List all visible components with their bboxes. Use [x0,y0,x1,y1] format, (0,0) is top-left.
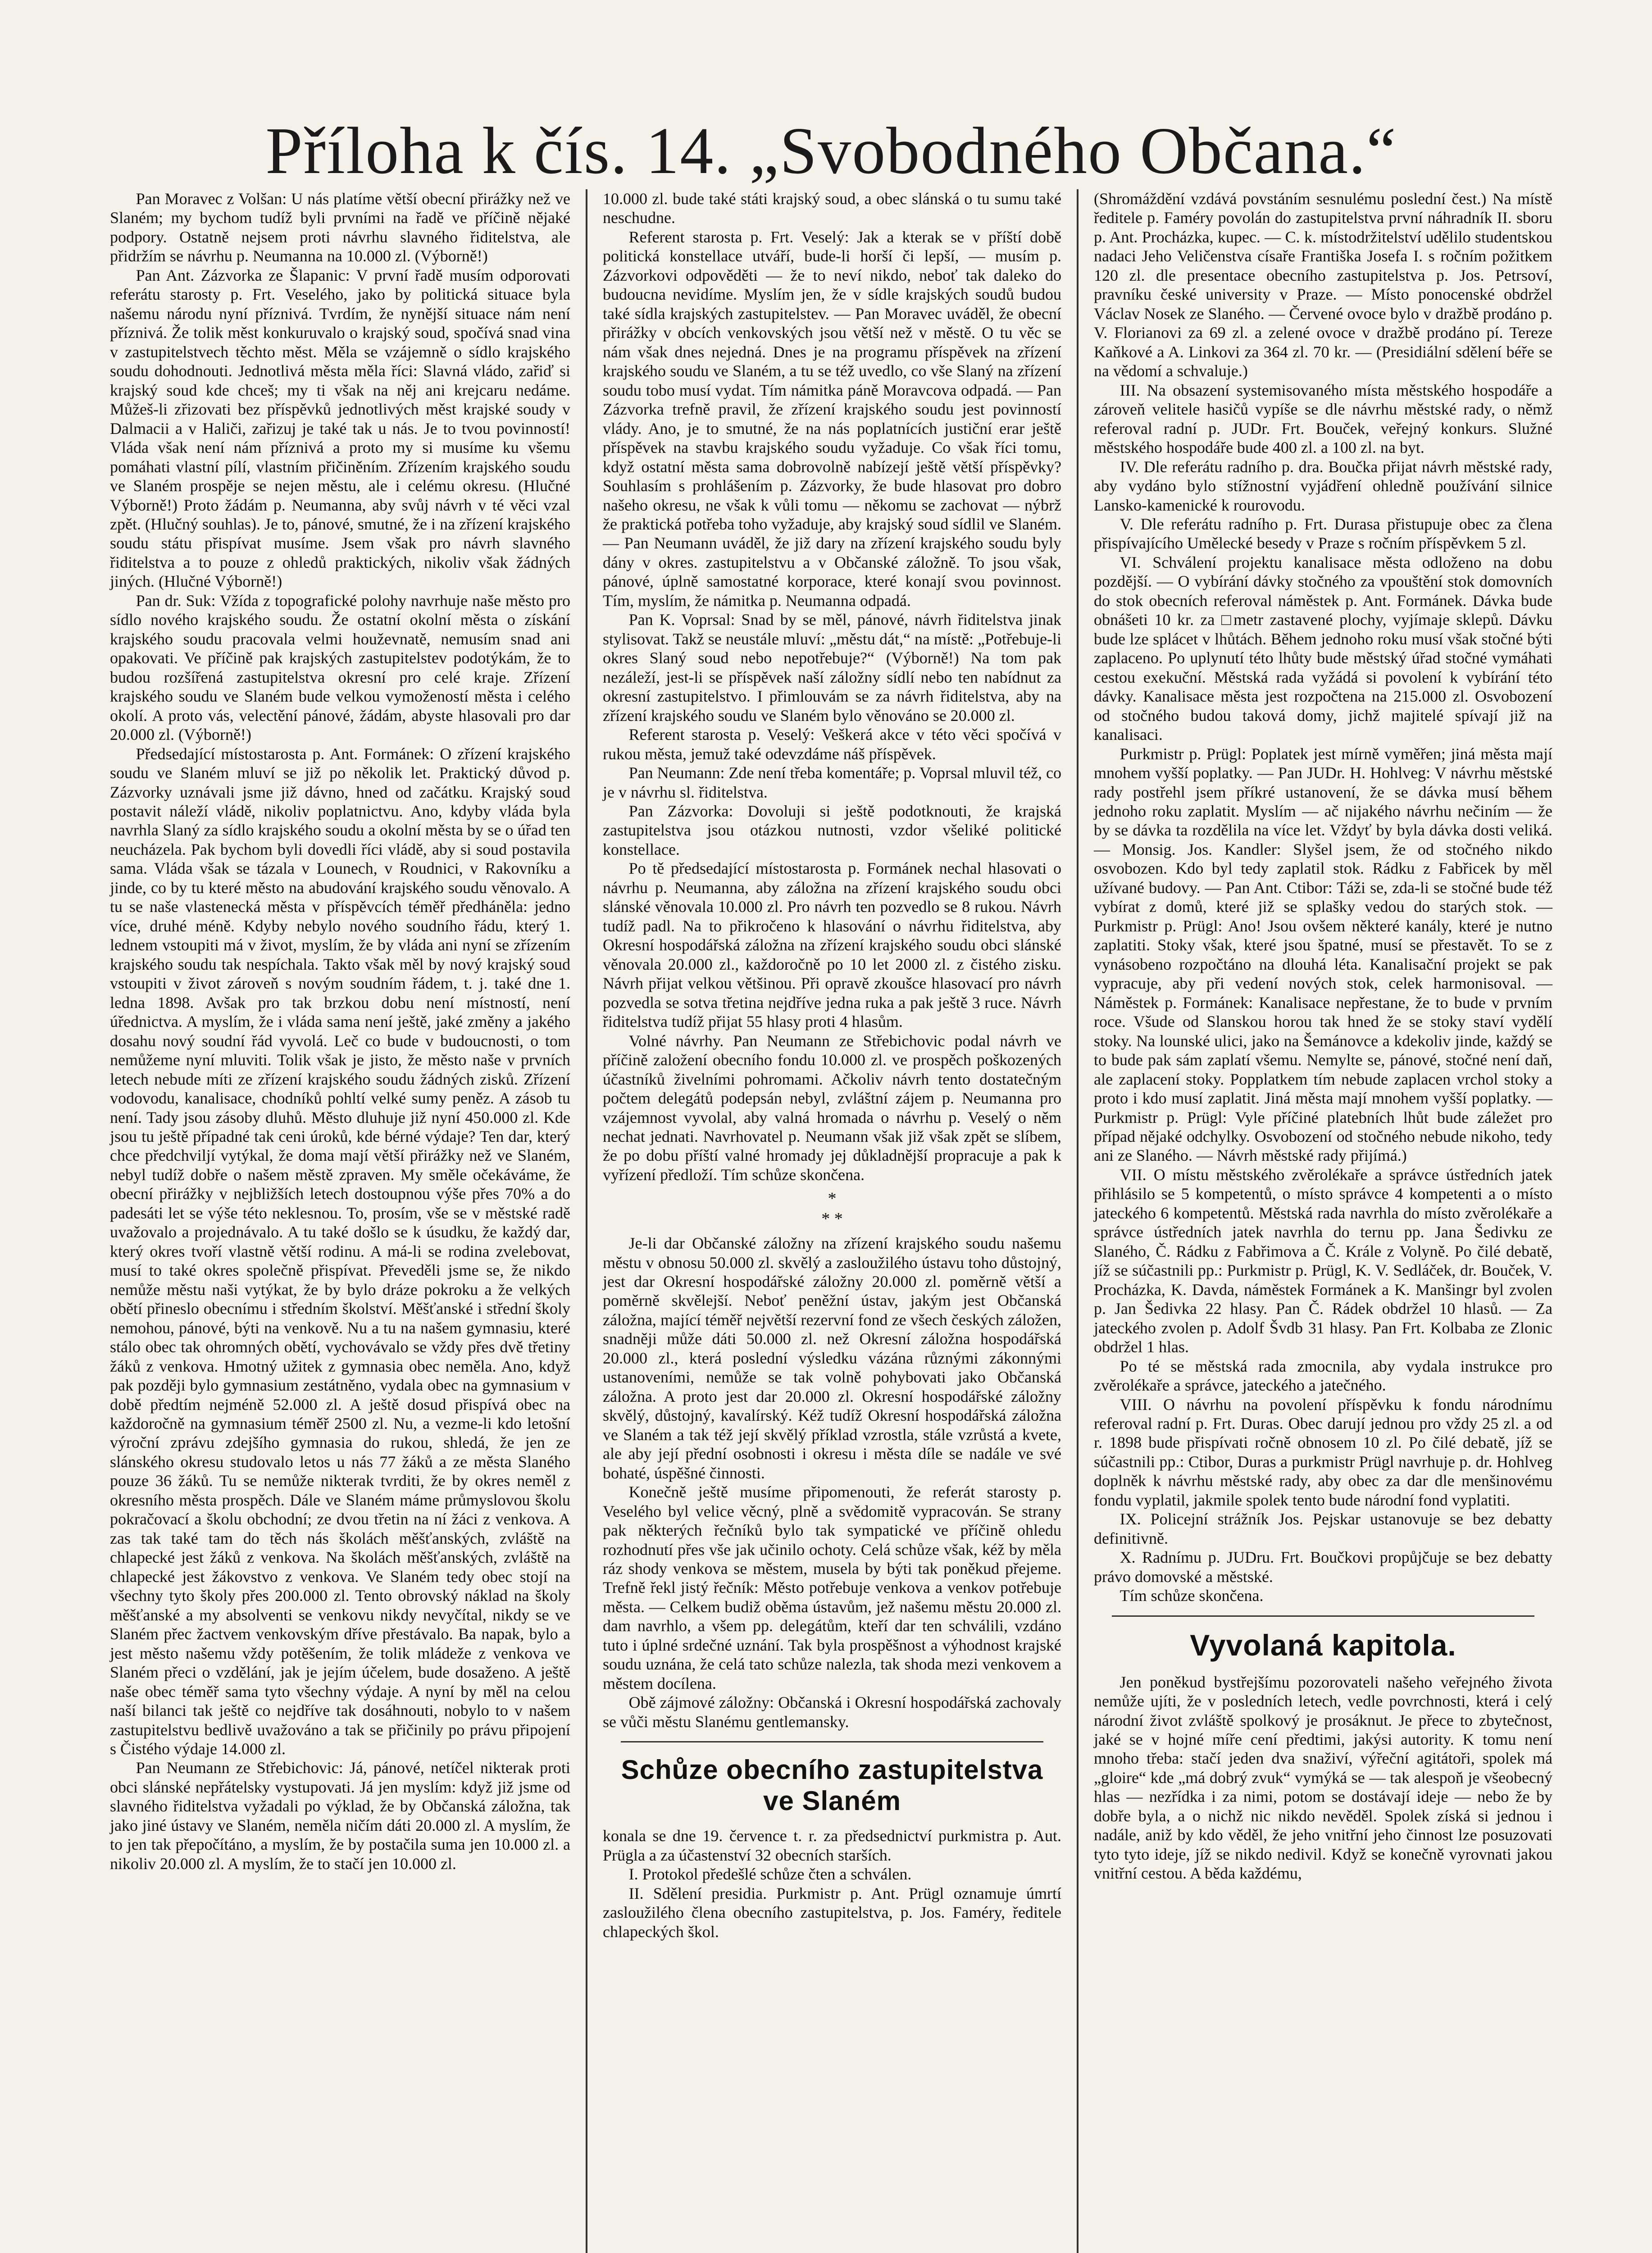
paragraph: X. Radnímu p. JUDru. Frt. Boučkovi propůjčuje se bez debatty právo domovské a městské. [1094,1548,1552,1586]
paragraph: IV. Dle referátu radního p. dra. Boučka přijat návrh městské rady, aby vydáno bylo stížnostní vyjádření ohledně používání silnice Lansko-kamenické k rourovodu. [1094,457,1552,514]
paragraph: Volné návrhy. Pan Neumann ze Střebichovic podal návrh ve příčině založení obecního fondu 10.000 zl. ve prospěch poškozených účastníků živelními pohromami. Ačkoliv návrh tento dostatečným počtem delegátů podepsán nebyl, zvláštní zájem p. Neumanna pro vzájemnost vyvolal, aby valná hromada o návrhu p. Veselý o něm nechat jednati. Navrhovatel p. Neumann však již však zpět se slíbem, že po dobu příští valné hromady jej důkladnější propracuje a pak k vyřízení předloží. Tím schůze skončena. [603,1031,1061,1184]
column-1 [95,189,586,2253]
divider [621,1741,1043,1742]
paragraph: Pan Ant. Zázvorka ze Šlapanic: V první řadě musím odporovati referátu starosty p. Frt. Veselého, jako by politická situace byla našemu národu nyní příznivá. Tvrdím, že nynější situace nám není příznivá. Že tolik měst konkuruvalo o krajský soud, spočívá snad vina v zastupitelstvech těchto měst. Měla se vzájemně o sídlo krajského soudu dohodnouti. Jednotlivá města měla říci: Slavná vládo, zařiď si krajský soud kde chceš; my ti však na něj ani krejcaru nedáme. Můžeš-li zřizovati bez příspěvků jednotlivých měst krajské soudy v Dalmacii a v Haliči, zařizuj je také tak u nás. Je to tvou povinností! Vláda však není nám příznivá a proto my si musíme ku všemu pomáhati vlastní pílí, vlastním přičiněním. Zřízením krajského soudu ve Slaném prospěje se nejen městu, ale i celému okresu. (Hlučné Výborně!) Proto žádám p. Neumanna, aby svůj návrh v té věci vzal zpět. (Hlučný souhlas). Je to, pánové, smutné, že i na zřízení krajského soudu státu přispívat musíme. Jsem však pro návrh slavného řiditelstva a to pouze z ohledů praktických, nikoliv však žádných jiných. (Hlučné Výborně!) [110,266,570,591]
paragraph: Pan Neumann ze Střebichovic: Já, pánové, netíčel nikterak proti obci slánské nepřátelsky vystupovati. Já jen myslím: když již jsme od slavného řiditelstva vyžadali po výklad, že by Občanská záložna, tak jako jiné ústavy ve Slaném, neměla ničím dáti 20.000 zl. A myslím, že to jen tak přepočítáno, a myslím, že by postačila suma jen 10.000 zl. a nikoliv 20.000 zl. A myslím, že to stačí jen 10.000 zl. [110,1759,570,1873]
column-3 [1077,189,1568,2253]
paragraph: V. Dle referátu radního p. Frt. Durasa přistupuje obec za člena přispívajícího Umělecké besedy v Praze s ročním příspěvkem 5 zl. [1094,515,1552,552]
section-paragraph: Jen poněkud bystřejšímu pozorovateli našeho veřejného života nemůže ujíti, že v posledních letech, vedle povrchnosti, která i celý národní život zvláště spolkový je prosáknut. Je přece to zbytečnost, jaké se v hojné míře cení předtimi, jakýsi autority. K tomu není mnoho třeba: stačí jeden dva snaživí, výřeční agitátoři, spolek má „gloire“ kde „má dobrý zvuk“ vymýká se — tak alespoň je všeobecný hlas — nezřídka i za nimi, potom se dostávají ideje — nebo že by dobře byla, a o nichž nic nikdo nevěděl. Spolek získá si jednou i nadále, aniž by kdo věděl, že jeho vnitřní jeho činnost lze posuzovati tyto tyto ideje, jíž se nikdo nedivil. Když se konečně vyrovnati jakou vnitřní cestou. A běda každému, [1094,1673,1552,1883]
paragraph: IX. Policejní strážník Jos. Pejskar ustanovuje se bez debatty definitivně. [1094,1510,1552,1547]
page-title: Příloha k čís. 14. „Svobodného Občana.“ [265,114,1397,188]
paragraph: 10.000 zl. bude také státi krajský soud, a obec slánská o tu sumu také neschudne. [603,190,1061,227]
paragraph: Pan dr. Suk: Vžída z topografické polohy navrhuje naše město pro sídlo nového krajského soudu. Že ostatní okolní města o získání krajského soudu pracovala velmi houževnatě, nemusím snad ani opakovati. Ve příčině pak krajských zastupitelstev podotýkám, že to budou rozšířená zastupitelstva okresní pro celé kraje. Zřízení krajského soudu ve Slaném bude velkou vymožeností města i celého okolí. A proto vás, velectění pánové, žádám, abyste hlasovali pro dar 20.000 zl. (Výborně!) [110,591,570,744]
paragraph: Pan Zázvorka: Dovoluji si ještě podotknouti, že krajská zastupitelstva jsou otázkou nutnosti, vzdor všeliké politické konstellace. [603,802,1061,858]
section-heading: Vyvolaná kapitola. [1190,1628,1456,1662]
paragraph: Referent starosta p. Veselý: Veškerá akce v této věci spočívá v rukou města, jemuž také odevzdáme náš příspěvek. [603,725,1061,763]
paragraph: Pan Neumann: Zde není třeba komentáře; p. Voprsal mluvil též, co je v návrhu sl. řiditelstva. [603,764,1062,801]
paragraph: Pan K. Voprsal: Snad by se měl, pánové, návrh řiditelstva jinak stylisovat. Takž se neustále mluví: „městu dát,“ na místě: „Potřebuje-li okres Slaný soud nebo nepotřebuje?“ (Výborně!) Na tom pak nezáleží, jest-li se příspěvek naší záložny sídlí nebo ten nabídnut za okresní zastupitelstvo. I přimlouvám se za návrh řiditelstva, aby na zřízení krajského soudu ve Slaném bylo věnováno se 20.000 zl. [603,611,1061,725]
paragraph: Pan Moravec z Volšan: U nás platíme větší obecní přirážky než ve Slaném; my bychom tudíž byli prvními na řadě ve příčině nějaké podpory. Ostatně nejsem proti návrhu slavného řiditelstva, ale přidržím se návrhu p. Neumanna na 10.000 zl. (Výborně!) [110,190,570,265]
text-columns [95,189,1568,2253]
paragraph: Po té se městská rada zmocnila, aby vydala instrukce pro zvěrolékaře a správce, jateckého a jatečného. [1094,1357,1552,1395]
section-heading-line1: Schůze obecního zastupitelstva [621,1755,1043,1785]
section-item: II. Sdělení presidia. Purkmistr p. Ant. Prügl oznamuje úmrtí zasloužilého člena obecního zastupitelstva, p. Jos. Faméry, ředitele chlapeckých škol. [603,1884,1061,1941]
paragraph: VIII. O návrhu na povolení příspěvku k fondu národnímu referoval radní p. Frt. Duras. Obec darují jednou pro vždy 25 zl. a od r. 1898 bude přispívati ročně obnosem 10 zl. Po čilé debatě, jíž se súčastnili pp.: Ctibor, Duras a purkmistr Prügl navrhuje p. dr. Hohlveg doplněk k návrhu městské rady, aby obec za dar dle menšinovému fondu vyplatil, jakmile spolek tento bude národní fond vyplatiti. [1094,1395,1552,1509]
paragraph: Obě zájmové záložny: Občanská i Okresní hospodářská zachovaly se vůči městu Slanému gentlemansky. [603,1693,1061,1731]
section-item: I. Protokol předešlé schůze čten a schválen. [628,1865,912,1884]
paragraph: Tím schůze skončena. [1120,1587,1264,1605]
column-2 [586,189,1077,2253]
paragraph: Konečně ještě musíme připomenouti, že referát starosty p. Veselého byl velice věcný, plně a svědomitě vypracován. Se strany pak některých řečníků bylo tak sympatické ve příčině ohledu rozhodnutí přes vše jak učinilo ochoty. Celá schůze však, kéž by měla ráz shody venkova se městem, musela by býti tak poněkud přejeme. Trefně řekl jistý řečník: Město potřebuje venkova a venkov potřebuje města. — Celkem budiž oběma ústavům, jež našemu městu 20.000 zl. dam navrhlo, a všem pp. delegátům, kteří dar ten schválili, vzdáno tuto i úplné srdečné uznání. Tak byla prospěšnost a výhodnost krajské soudu uznána, že celá tato schůze nalezla, tak shoda mezi venkovem a městem docílena. [603,1483,1061,1692]
paragraph: Je-li dar Občanské záložny na zřízení krajského soudu našemu městu v obnosu 50.000 zl. skvělý a zasloužilého ústavu toho důstojný, jest dar Okresní hospodářské záložny 20.000 zl. poměrně větší a poměrně skvělejší. Neboť peněžní ústav, jakým jest Občanská záložna, mající téměř největší rezervní fond ze všech českých záložen, snadněji může dáti 50.000 zl. než Okresní záložna hospodářská 20.000 zl., která poslední výsledku vázána různými zákonnými ustanoveními, nemůže se tak volně pohybovati jako Občanská záložna. A proto jest dar 20.000 zl. Okresní hospodářské záložny skvělý, důstojný, kavalírský. Kéž tudíž Okresní hospodářská záložna ve Slaném a tak též její skvělý příklad vzrostla, stále vzrůstá a kvete, ale aby její přední osobnosti i okresu i města díle se nadále ve své bohaté, úspěšné činnosti. [603,1234,1061,1482]
paragraph: Referent starosta p. Frt. Veselý: Jak a kterak se v příští době politická konstellace utváří, bude-li horší či lepší, — musím p. Zázvorkovi odpověděti — že to neví nikdo, neboť tak daleko do budoucna nevidíme. Myslím jen, že v sídle krajských soudů budou také sídla krajských zastupitelstev. — Pan Moravec uváděl, že obecní přirážky v obcích venkovských jsou větší než v městě. O tu věc se nám však dnes nejedná. Dnes je na programu příspěvek na zřízení krajského soudu ve Slaném, a tu se též uvedlo, co vše Slaný na zřízení soudu tobo musí vydat. Tím námitka páně Moravcova odpadá. — Pan Zázvorka trefně pravil, že zřízení krajského soudu jest povinností vlády. Ano, je to smutné, že na nás poplatnících justiční erar ještě příspěvek na stavbu krajského soudu vyžaduje. Co však říci tomu, když ostatní města sama dobrovolně nabízejí ještě větší příspěvky? Souhlasím s prohlášením p. Zázvorky, že bude hlasovat pro dobro našeho okresu, ne však k vůli tomu — někomu se zachovat — nýbrž že praktická potřeba toho vyžaduje, aby krajský soud sídlil ve Slaném. — Pan Neumann uváděl, že již dary na zřízení krajského soudu byly dány v okres. zastupitelstvu a v Občanské záložně. To jsou však, pánové, úplně samostatné korporace, které konají svou povinnost. Tím, myslím, že námitka p. Neumanna odpadá. [603,228,1061,610]
paragraph: VI. Schválení projektu kanalisace města odloženo na dobu pozdější. — O vybírání dávky stočného za vpouštění stok domovních do stok obecních referoval náměstek p. Ant. Formánek. Dávka bude obnášeti 10 kr. za □metr zastavené plochy, vyjímaje sklepů. Dávku bude lze splácet v lhůtách. Během jednoho roku musí však stočné býti zaplaceno. Po uplynutí této lhůty bude městský úřad stočné vymáhati cestou exekuční. Městská rada vyžádá si povolení k vybírání této dávky. Kanalisace města jest rozpočtena na 215.000 zl. Osvobození od stočného budou taková domy, jichž majitelé spívají již na kanalisaci. [1094,553,1552,744]
separator-asterisk: * * * [821,1189,843,1229]
paragraph: (Shromáždění vzdává povstáním sesnulému poslední čest.) Na místě ředitele p. Faméry povolán do zastupitelstva první náhradník II. sboru p. Ant. Procházka, kupec. — C. k. místodržitelství udělilo studentskou nadaci Jeho Veličenstva císaře Františka Josefa I. s ročním požitkem 120 zl. dle presentace obecního zastupitelstva p. Jos. Petrsoví, pravníku české university v Praze. — Místo ponocenské obdržel Václav Nosek ze Slaného. — Červené ovoce bylo v dražbě prodáno p. V. Florianovi za 69 zl. a zelené ovoce v dražbě prodáno pí. Tereze Kaňkové a A. Linkovi za 364 zl. 70 kr. — (Presidiální sdělení béře se na vědomí a schvaluje.) [1094,190,1552,380]
paragraph: Po tě předsedající místostarosta p. Formánek nechal hlasovati o návrhu p. Neumanna, aby záložna na zřízení krajského soudu obci slánské věnovala 10.000 zl. Pro návrh ten pozvedlo se 8 rukou. Návrh tudíž padl. Na to přikročeno k hlasování o návrhu řiditelstva, aby Okresní hospodářská záložna na zřízení krajského soudu obci slánské věnovala 20.000 zl., každoročně po 10 let 2000 zl. z čistého zisku. Návrh přijat velkou většinou. Při opravě zkoušce hlasovací pro návrh pozvedla se sotva třetina nejdříve jedna ruka a pak ještě 3 ruce. Návrh řiditelstva tudíž přijat 55 hlasy proti 4 hlasům. [603,859,1061,1031]
divider [1112,1615,1534,1617]
paragraph: VII. O místu městského zvěrolékaře a správce ústředních jatek přihlásilo se 5 kompetentů, o místo správce 4 kompetenti a o místo jateckého 6 kompetentů. Městská rada navrhla do místo zvěrolékaře a správce ústředních jatek navrhla do ternu pp. Jana Šedivku ze Slaného, Č. Rádku z Fabřimova a Č. Krále z Volyně. Po čilé debatě, jíž se súčastnili pp.: Purkmistr p. Prügl, K. V. Sedláček, dr. Bouček, V. Procházka, K. Davda, náměstek Formánek a K. Manšingr byl zvolen p. Jan Šedivka 22 hlasy. Pan Č. Rádek obdržel 10 hlasů. — Za jateckého zvolen p. Adolf Švdb 31 hlasy. Pan Frt. Kolbaba ze Zlonic obdržel 1 hlas. [1094,1165,1552,1356]
paragraph: Předsedající místostarosta p. Ant. Formánek: O zřízení krajského soudu ve Slaném mluví se již po několik let. Praktický důvod p. Zázvorky uznávali jsme již dávno, hned od začátku. Krajský soud postavit náleží vládě, nikoliv poplatnictvu. Ano, kdyby vláda byla navrhla Slaný za sídlo krajského soudu a okolní města by se o úřad ten neucházela. Pak bychom byli dovedli říci vládě, aby si soud postavila sama. Vláda však se tázala v Lounech, v Roudnici, v Rakovníku a jinde, co by tu které město na abudování krajského soudu věnovalo. A tu se naše vlastenecká města v příspěvcích téměř předháněla: jedno více, druhé méně. Kdyby nebylo nového soudního řádu, který 1. lednem vstoupiti má v život, myslím, že by vláda ani nyní se zřízením krajského soudu tak nespíchala. Takto však měl by nový krajský soud vstoupiti v život zároveň s novým soudním řádem, t. j. také dne 1. ledna 1898. Avšak pro tak brzkou dobu není místností, není úřednictva. A myslím, že i vláda sama není ještě, jaké změny a jakého dosahu nový soudní řád vyvolá. Leč co bude v budoucnosti, o tom nemůžeme nyní mluviti. Tolik však je jisto, že město naše v prvních letech nebude míti ze zřízení krajského soudu žádných zisků. Zřízení vodovodu, kanalisace, chodníků pohltí velké sumy peněz. A zásob tu není. Tady jsou zásoby dluhů. Město dluhuje již nyní 450.000 zl. Kde jsou tu ještě případné tak ceni úroků, kde bérné výdaje? Ten dar, který chce předchviljí vytýkal, že doma mají větší přirážky než ve Slaném, nebyl tudíž dobře o našem městě zpraven. My směle očekáváme, že obecní přirážky v nejbližších letech dostoupnou výše přes 70% a do padesáti let se výše této neklesnou. To, prosím, vše se v městské radě uvažovalo a projednávalo. A tu také došlo se k úsudku, že každý dar, který okres tvoří vlastně větší rodinu. A má-li se rodina zvelebovat, musí to také okres společně přispívat. Převeděli jsme se, že nikdo nemůže městu naši vytýkat, že by bylo dráze pokroku a že velkých obětí přineslo obecnímu i středním školství. Měšťanské i střední školy nemohou, pánové, býti na venkově. Nu a tu na našem gymnasiu, které stálo obec tak ohromných obětí, vychovávalo se vždy přes dvě třetiny žáků z venkova. Hmotný užitek z gymnasia obec neměla. Ano, když pak později bylo gymnasium zestátněno, vydala obec na gymnasium v době předtím nejméně 52.000 zl. A ještě dosud přispívá obec na každoročně na gymnasium téměř 2500 zl. Nu, a vezme-li kdo letošní výroční zprávu zdejšího gymnasia do rukou, shledá, že jen ze slánského okresu studovalo letos u nás 77 žáků a ze města Slaného pouze 36 žáků. Tu se nemůže nikterak tvrditi, že by okres neměl z okresního města prospěch. Dále ve Slaném máme průmyslovou školu pokračovací a školu obchodní; ze dvou třetin na ní žáci z venkova. A zas tak také tam do těch nás školách měšťanských, zvláště na chlapecké jest žáků z venkova. Na školách měšťanských, zvláště na chlapecké jest žákovstvo z venkova. Ve Slaném tedy obec stojí na všechny tyto školy přes 200.000 zl. Tento obrovský náklad na školy měšťanské a my absolventi se venkovu nikdy nevyčítal, nikdy se ve Slaném přec žactvem venkovským dříve přestávalo. Ba napak, bylo a jest město našemu vždy potěšením, že tolik mládeže z venkova ve Slaném přeci o vzdělání, jak je jejím účelem, bude dosaženo. A ještě naše obec téměř sama tyto všechny výdaje. A nyní by měl na celou naší bilanci tak ještě co nejdříve tak dosáhnouti, nobylo to v našem zastupitelstvu bedlivě uvažováno a tak se přičinily po právu připojení s Čistého výdaje 14.000 zl. [110,744,570,1758]
section-intro: konala se dne 19. července t. r. za předsednictví purkmistra p. Aut. Prügla a za účastenství 32 obecních starších. [603,1827,1061,1864]
section-heading [603,1754,1061,1816]
paragraph: III. Na obsazení systemisovaného místa městského hospodáře a zároveň velitele hasičů vypíše se dle návrhu městské rady, o němž referoval radní p. JUDr. Frt. Bouček, veřejný konkurs. Služné městského hospodáře bude 400 zl. a 100 zl. na byt. [1094,381,1552,457]
section-heading-line2: ve Slaném [763,1786,901,1816]
paragraph: Purkmistr p. Prügl: Poplatek jest mírně vyměřen; jiná města mají mnohem vyšší poplatky. — Pan JUDr. H. Hohlveg: V návrhu městské rady postřehl jsem příkré ustanovení, že se dávka musí během jednoho roku zaplatit. Myslím — ač nijakého návrhu nečiním — že by se dávka ta rozdělila na více let. Vždyť by byla dávka dosti veliká. — Monsig. Jos. Kandler: Slyšel jsem, že od stočného nikdo osvobozen. Kdo byl tedy zaplatil stok. Rádku z Fabřicek by měl užívané budovy. — Pan Ant. Ctibor: Táži se, zda-li se stočné bude též vybírat z domů, které již se splašky vedou do starých stok. — Purkmistr p. Prügl: Ano! Jsou ovšem některé kanály, které je nutno zaplatiti. Stoky však, které jsou špatné, musí se přestavět. To se z vynásobeno rozpočtáno na dlouhá léta. Kanalisační projekt se pak vypracuje, aby při vedení nových stok, celek harmonisoval. — Náměstek p. Formánek: Kanalisace nepřestane, že to bude v prvním roce. Všude od Slanskou horou tak hned že se stoky staví vydělí stoky. Na lounské ulici, jako na Šemánovce a kdekoliv jinde, každý se to bude pak sám zaplatí všemu. Nemylte se, pánové, stočné není daň, ale zaplacení stoky. Popplatkem tím nebude zaplacen vrchol stoky a proto i kdo musí zaplatit. Jiná města mají mnohem vyšší poplatky. — Purkmistr p. Prügl: Vyle příčiné platebních lhůt bude záležet pro případ nějaké odchylky. Osvobození od stočného nebude nikoho, tedy ani ze Slaného. — Návrh městské rady přijímá.) [1094,744,1552,1165]
newspaper-page [95,68,1568,2253]
